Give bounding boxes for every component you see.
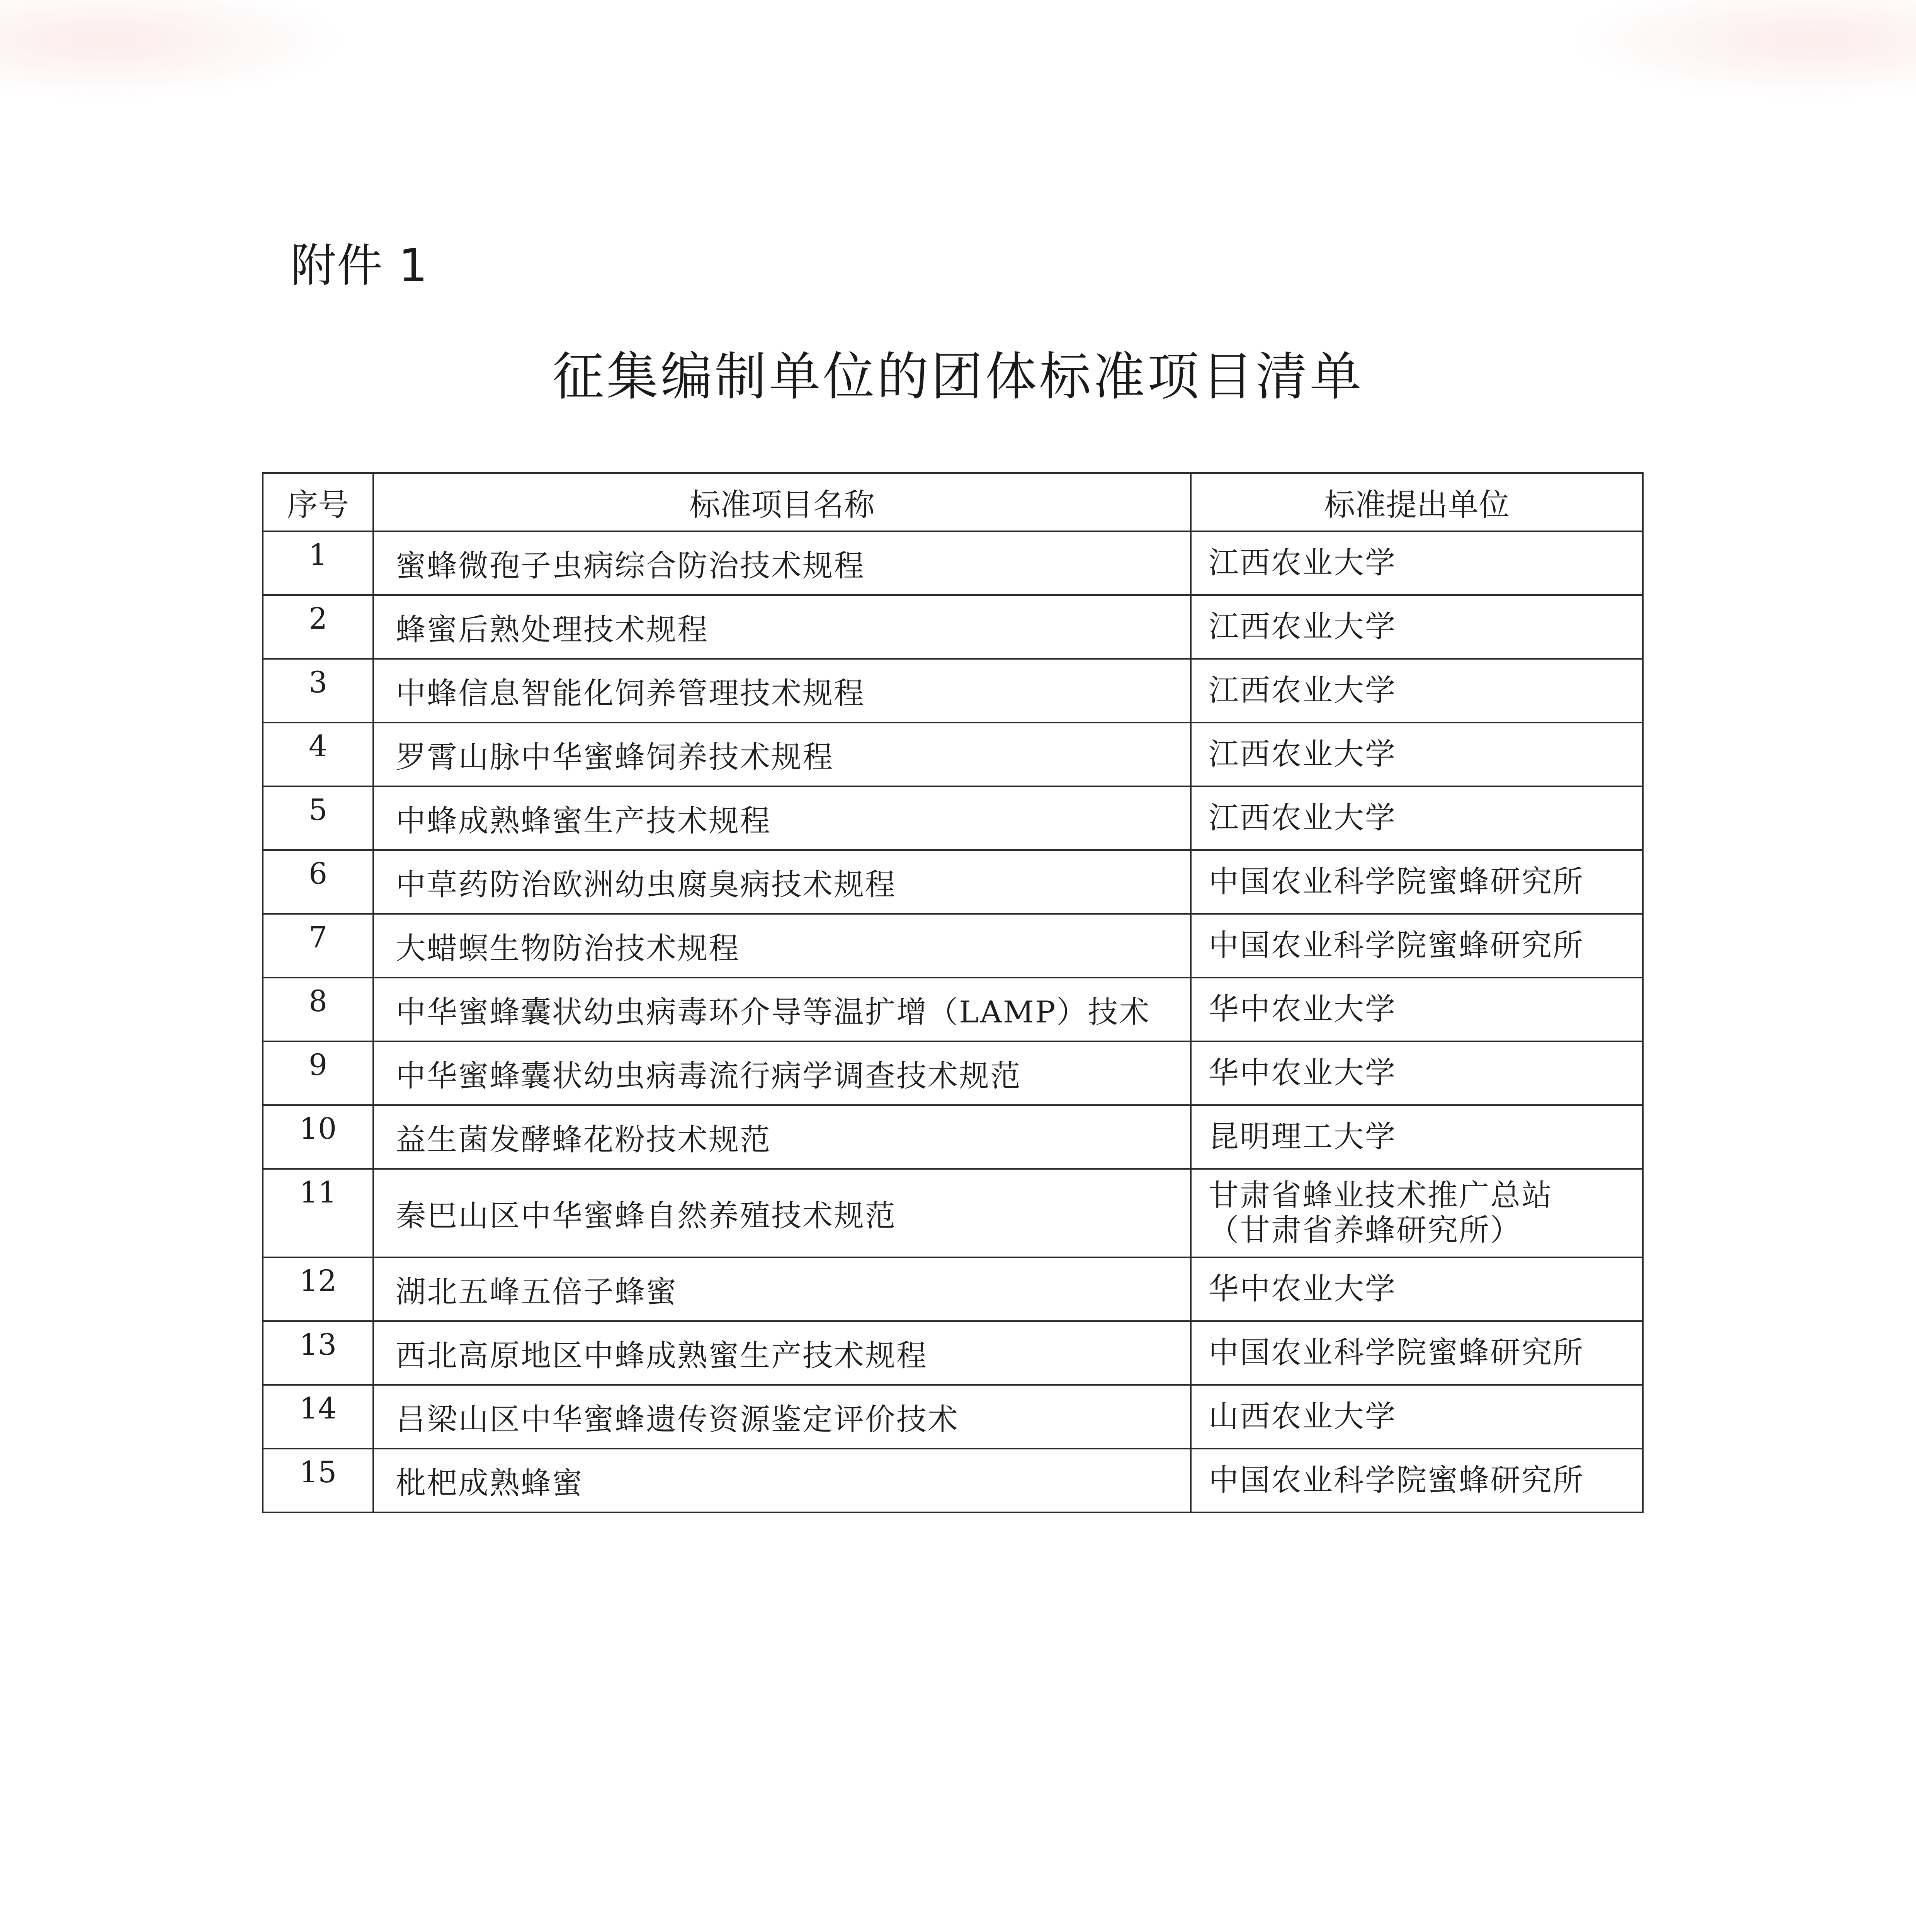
row-project-name: 枇杷成熟蜂蜜 (373, 1449, 1191, 1512)
row-project-name: 中草药防治欧洲幼虫腐臭病技术规程 (373, 850, 1191, 914)
row-proposing-unit (1191, 1041, 1643, 1105)
row-proposing-unit (1191, 723, 1643, 786)
proposing-unit-line: 江西农业大学 (1209, 800, 1397, 835)
row-project-name: 罗霄山脉中华蜜蜂饲养技术规程 (373, 723, 1191, 786)
proposing-unit-line: 中国农业科学院蜜蜂研究所 (1209, 928, 1584, 963)
table-row (263, 595, 1643, 659)
row-project-name: 秦巴山区中华蜜蜂自然养殖技术规范 (373, 1169, 1191, 1257)
row-project-name: 中蜂成熟蜂蜜生产技术规程 (373, 786, 1191, 850)
table-row (263, 1105, 1643, 1169)
row-serial-number: 6 (263, 850, 373, 914)
table-row (263, 531, 1643, 595)
proposing-unit-line: 华中农业大学 (1209, 1271, 1397, 1306)
row-proposing-unit (1191, 978, 1643, 1041)
scan-edge-tint-right (1568, 0, 1916, 100)
proposing-unit-line: 江西农业大学 (1209, 545, 1397, 580)
row-proposing-unit (1191, 659, 1643, 723)
row-proposing-unit (1191, 1257, 1643, 1321)
proposing-unit-line: 江西农业大学 (1209, 736, 1397, 772)
table-body (263, 531, 1643, 1512)
row-serial-number: 1 (263, 531, 373, 595)
row-serial-number: 5 (263, 786, 373, 850)
row-project-name: 中华蜜蜂囊状幼虫病毒环介导等温扩增（LAMP）技术 (373, 978, 1191, 1041)
document-title: 征集编制单位的团体标准项目清单 (552, 347, 1364, 407)
row-serial-number: 11 (263, 1169, 373, 1257)
table-row (263, 914, 1643, 978)
proposing-unit-line: 中国农业科学院蜜蜂研究所 (1209, 864, 1584, 899)
scan-edge-tint-left (0, 0, 348, 100)
row-serial-number: 9 (263, 1041, 373, 1105)
proposing-unit-line: 甘肃省蜂业技术推广总站 (1209, 1178, 1553, 1213)
proposing-unit-line: 中国农业科学院蜜蜂研究所 (1209, 1335, 1584, 1370)
row-project-name: 湖北五峰五倍子蜂蜜 (373, 1257, 1191, 1321)
row-serial-number: 2 (263, 595, 373, 659)
row-proposing-unit (1191, 1449, 1643, 1512)
header-project-name: 标准项目名称 (373, 473, 1191, 531)
row-serial-number: 12 (263, 1257, 373, 1321)
proposing-unit-line: 山西农业大学 (1209, 1399, 1397, 1434)
table-row (263, 1169, 1643, 1257)
table-row (263, 659, 1643, 723)
row-serial-number: 13 (263, 1321, 373, 1385)
proposing-unit-line: 华中农业大学 (1209, 992, 1397, 1027)
row-proposing-unit (1191, 1105, 1643, 1169)
row-project-name: 大蜡螟生物防治技术规程 (373, 914, 1191, 978)
table-row (263, 850, 1643, 914)
proposing-unit-line: 昆明理工大学 (1209, 1119, 1397, 1154)
proposing-unit-line: 江西农业大学 (1209, 609, 1397, 644)
row-project-name: 中蜂信息智能化饲养管理技术规程 (373, 659, 1191, 723)
row-project-name: 蜂蜜后熟处理技术规程 (373, 595, 1191, 659)
proposing-unit-line: 华中农业大学 (1209, 1055, 1397, 1090)
table-row (263, 723, 1643, 786)
row-serial-number: 8 (263, 978, 373, 1041)
header-serial-number: 序号 (263, 473, 373, 531)
proposing-unit-line: 江西农业大学 (1209, 673, 1397, 708)
row-proposing-unit (1191, 1321, 1643, 1385)
row-proposing-unit (1191, 531, 1643, 595)
standards-table (262, 472, 1644, 1513)
row-serial-number: 3 (263, 659, 373, 723)
row-serial-number: 10 (263, 1105, 373, 1169)
row-project-name: 吕梁山区中华蜜蜂遗传资源鉴定评价技术 (373, 1385, 1191, 1449)
proposing-unit-line: （甘肃省养蜂研究所） (1209, 1213, 1522, 1248)
row-proposing-unit (1191, 1385, 1643, 1449)
row-proposing-unit (1191, 595, 1643, 659)
row-project-name: 益生菌发酵蜂花粉技术规范 (373, 1105, 1191, 1169)
row-project-name: 中华蜜蜂囊状幼虫病毒流行病学调查技术规范 (373, 1041, 1191, 1105)
proposing-unit-line: 中国农业科学院蜜蜂研究所 (1209, 1463, 1584, 1498)
row-serial-number: 4 (263, 723, 373, 786)
row-serial-number: 15 (263, 1449, 373, 1512)
header-proposing-unit: 标准提出单位 (1191, 473, 1643, 531)
table-row (263, 978, 1643, 1041)
row-proposing-unit (1191, 850, 1643, 914)
table-row (263, 786, 1643, 850)
table-row (263, 1041, 1643, 1105)
row-serial-number: 7 (263, 914, 373, 978)
row-proposing-unit (1191, 1169, 1643, 1257)
row-proposing-unit (1191, 914, 1643, 978)
row-project-name: 西北高原地区中蜂成熟蜜生产技术规程 (373, 1321, 1191, 1385)
table-row (263, 1449, 1643, 1512)
table-row (263, 1257, 1643, 1321)
table-row (263, 1385, 1643, 1449)
attachment-label: 附件 1 (291, 239, 428, 292)
table-header-row (263, 473, 1643, 531)
table-row (263, 1321, 1643, 1385)
row-serial-number: 14 (263, 1385, 373, 1449)
row-proposing-unit (1191, 786, 1643, 850)
row-project-name: 蜜蜂微孢子虫病综合防治技术规程 (373, 531, 1191, 595)
